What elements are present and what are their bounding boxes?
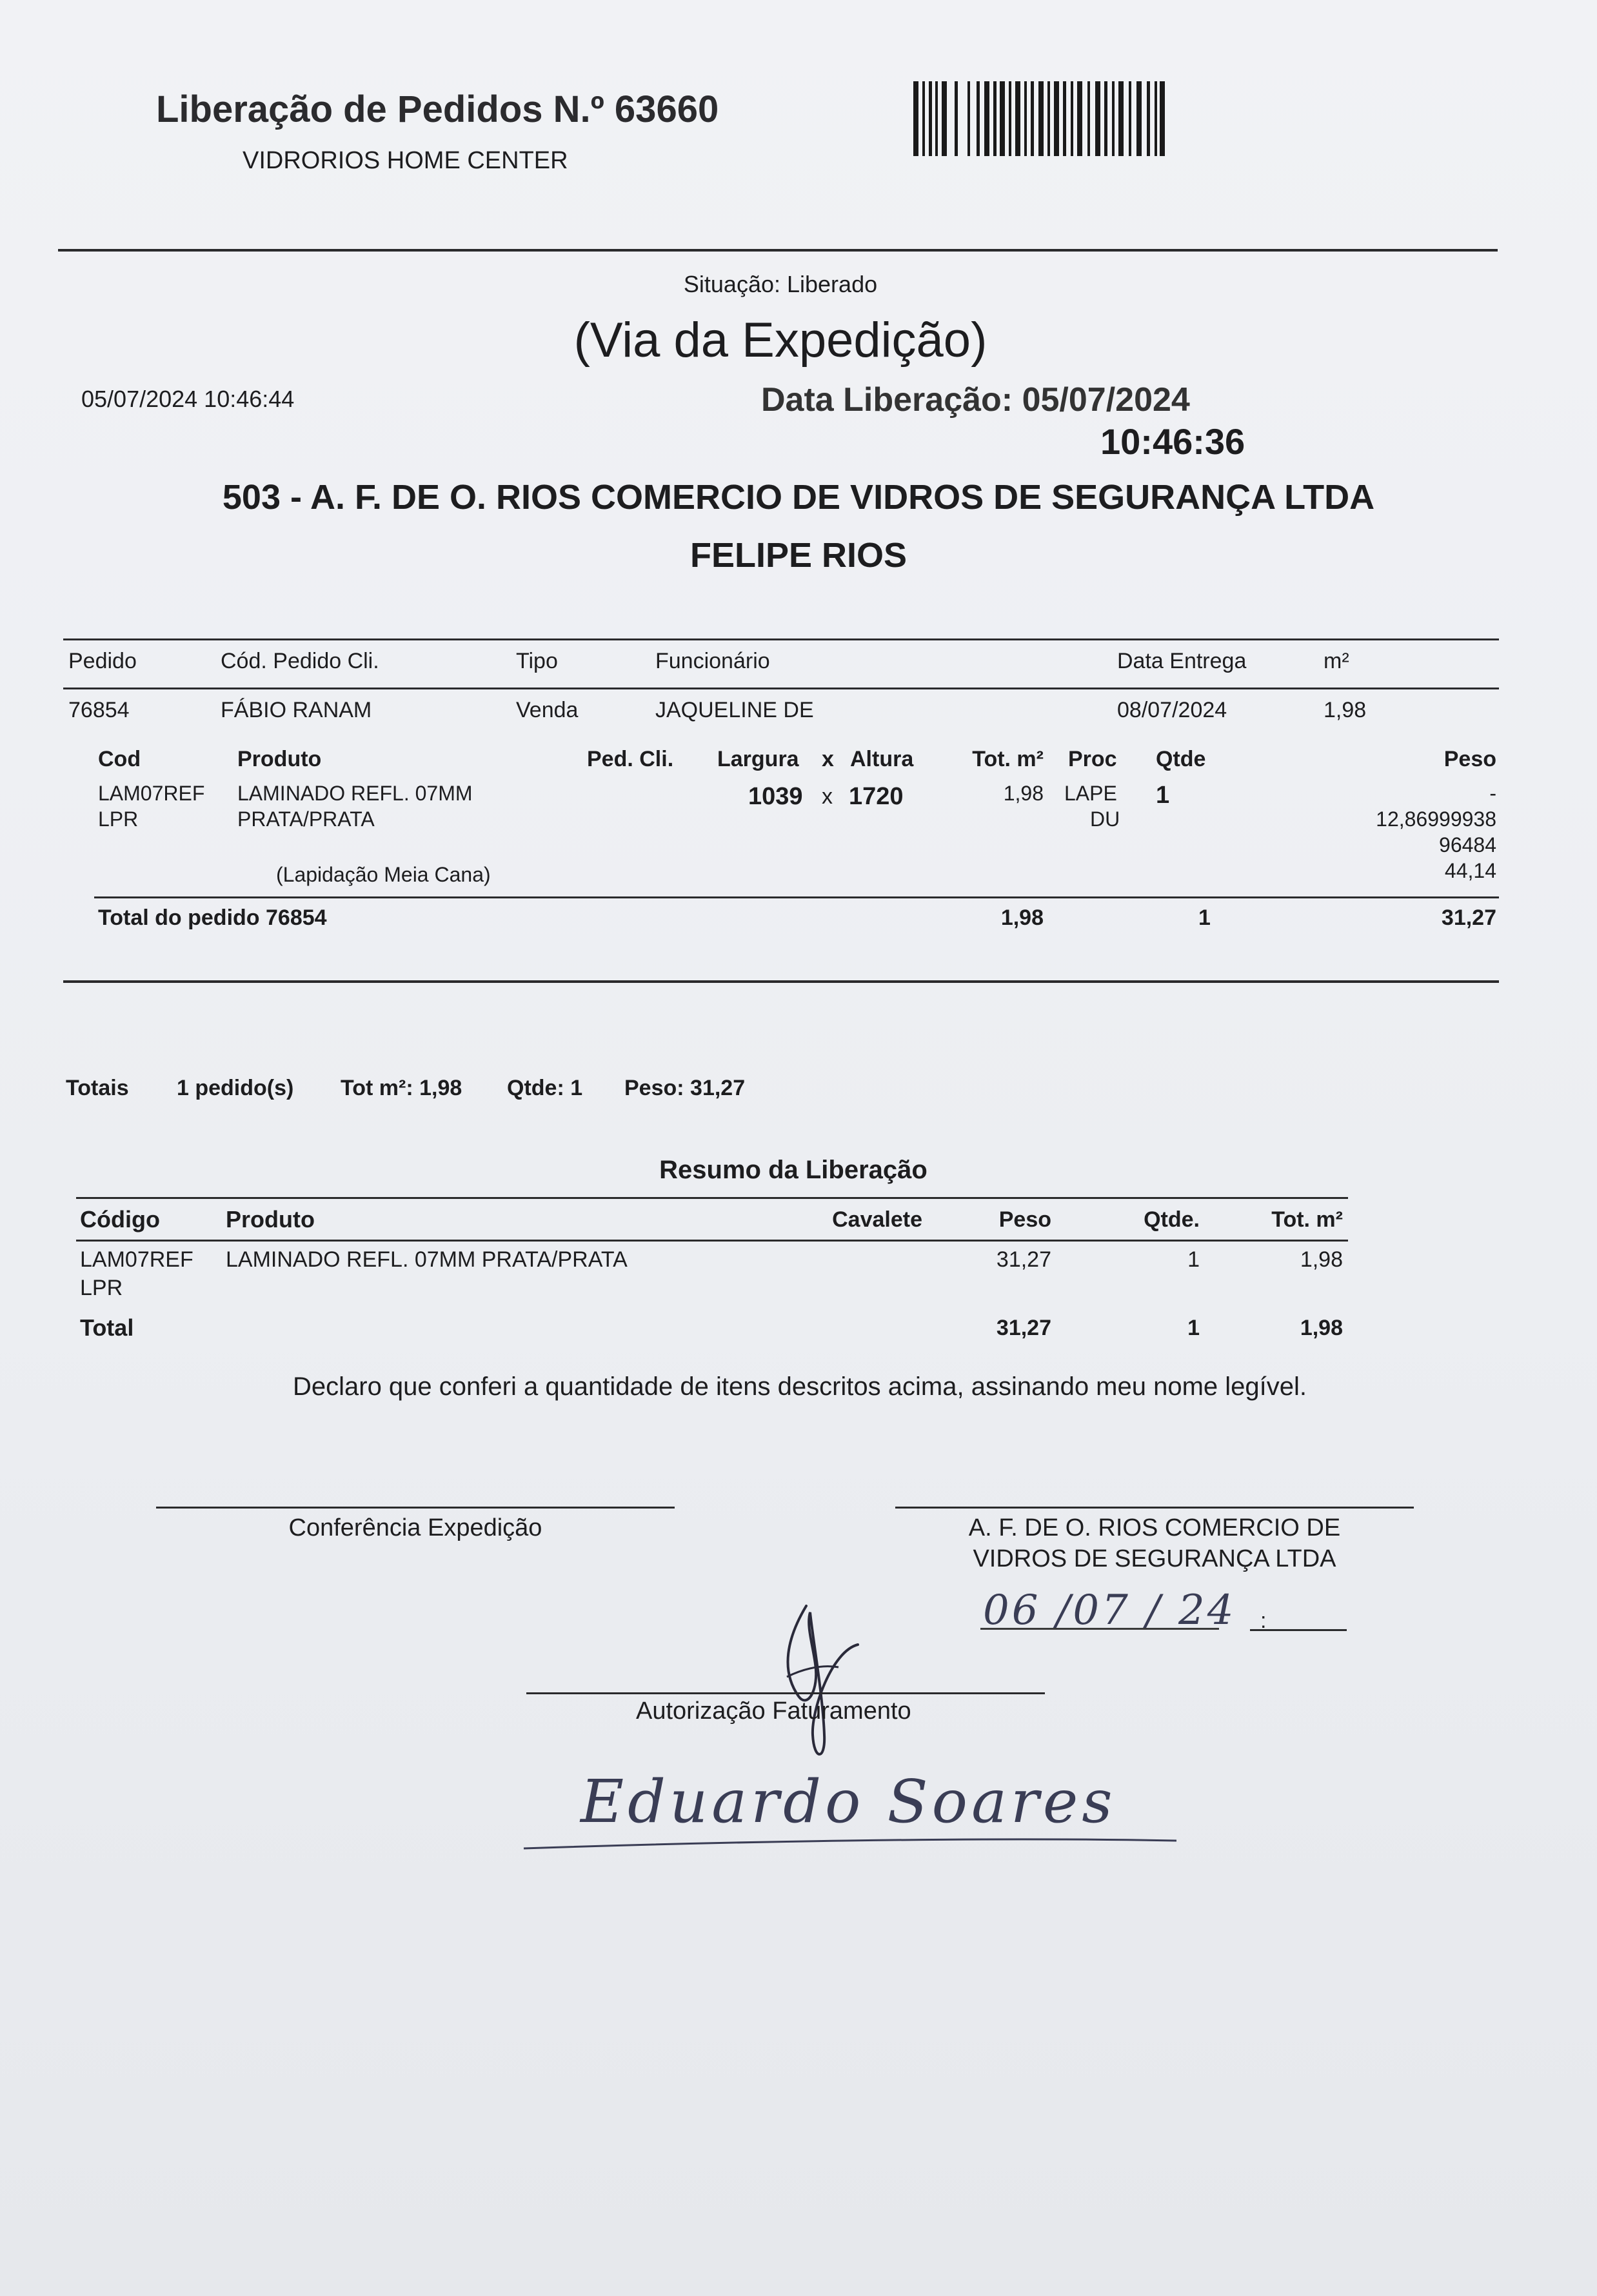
- company-signature-line2: VIDROS DE SEGURANÇA LTDA: [973, 1545, 1336, 1572]
- order-table-top-rule: [63, 638, 1499, 640]
- header-divider: [58, 249, 1498, 252]
- barcode-icon: [913, 81, 1165, 156]
- item-note: (Lapidação Meia Cana): [276, 863, 491, 886]
- resumo-col-peso: Peso: [998, 1207, 1051, 1232]
- signature-line-faturamento: [526, 1692, 1045, 1694]
- item-produto-line2: PRATA/PRATA: [237, 807, 375, 831]
- totais-qtde: Qtde: 1: [507, 1076, 583, 1100]
- signature-line-conferencia: [156, 1507, 675, 1509]
- conferencia-label: Conferência Expedição: [288, 1514, 542, 1541]
- items-col-x: x: [822, 747, 834, 771]
- item-peso-line3: 96484: [1439, 833, 1496, 856]
- items-col-ped-cli: Ped. Cli.: [587, 747, 674, 771]
- resumo-tot-m2: 1,98: [1300, 1247, 1343, 1272]
- item-qtde: 1: [1156, 782, 1170, 809]
- order-pedido: 76854: [68, 698, 130, 722]
- resumo-top-rule: [76, 1197, 1348, 1199]
- items-total-rule: [94, 896, 1499, 898]
- handwritten-date: 06 /07 / 24: [983, 1587, 1236, 1634]
- time-separator: :: [1260, 1608, 1267, 1633]
- resumo-title: Resumo da Liberação: [659, 1156, 927, 1184]
- col-m2: m²: [1324, 649, 1349, 673]
- item-altura: 1720: [849, 783, 904, 810]
- resumo-col-codigo: Código: [80, 1206, 160, 1232]
- items-col-altura: Altura: [850, 747, 914, 771]
- order-total-qtde: 1: [1198, 906, 1211, 930]
- order-m2: 1,98: [1324, 698, 1367, 722]
- item-peso-line4: 44,14: [1444, 859, 1496, 882]
- items-col-peso: Peso: [1443, 747, 1496, 771]
- resumo-produto: LAMINADO REFL. 07MM PRATA/PRATA: [226, 1247, 628, 1272]
- totais-tot-m2: Tot m²: 1,98: [341, 1076, 462, 1100]
- resumo-total-peso: 31,27: [996, 1316, 1051, 1340]
- company-signature-line1: A. F. DE O. RIOS COMERCIO DE: [968, 1514, 1341, 1541]
- items-col-cod: Cod: [98, 747, 141, 771]
- resumo-qtde: 1: [1187, 1247, 1200, 1272]
- resumo-total-tot-m2: 1,98: [1300, 1316, 1343, 1340]
- col-data-entrega: Data Entrega: [1117, 649, 1247, 673]
- order-cod-pedido-cli: FÁBIO RANAM: [221, 698, 372, 722]
- order-total-peso: 31,27: [1441, 906, 1496, 930]
- initials-signature: [761, 1599, 871, 1767]
- autorizacao-label: Autorização Faturamento: [636, 1697, 911, 1725]
- item-peso-line2: 12,86999938: [1376, 807, 1496, 831]
- order-tipo: Venda: [516, 698, 579, 722]
- order-block-bottom-rule: [63, 980, 1499, 983]
- order-table-header-rule: [63, 688, 1499, 689]
- company-name: VIDRORIOS HOME CENTER: [243, 147, 568, 174]
- resumo-total-qtde: 1: [1187, 1316, 1200, 1340]
- name-underline-stroke: [521, 1829, 1179, 1855]
- date-underline: [980, 1628, 1219, 1630]
- items-col-proc: Proc: [1068, 747, 1117, 771]
- item-produto-line1: LAMINADO REFL. 07MM: [237, 782, 473, 805]
- items-col-largura: Largura: [717, 747, 799, 771]
- totais-peso: Peso: 31,27: [624, 1076, 746, 1100]
- resumo-codigo-line1: LAM07REF: [80, 1247, 193, 1272]
- col-cod-pedido-cli: Cód. Pedido Cli.: [221, 649, 379, 673]
- item-tot-m2: 1,98: [1003, 782, 1044, 805]
- order-funcionario: JAQUELINE DE: [655, 698, 814, 722]
- situacao-label: Situação: Liberado: [683, 271, 878, 297]
- declaration-text: Declaro que conferi a quantidade de itens descritos acima, assinando meu nome legível.: [292, 1372, 1307, 1401]
- client-contact: FELIPE RIOS: [689, 536, 908, 575]
- signature-line-company: [895, 1507, 1414, 1509]
- item-proc-line1: LAPE: [1064, 782, 1117, 805]
- item-proc-line2: DU: [1090, 807, 1120, 831]
- order-total-label: Total do pedido 76854: [98, 906, 327, 930]
- items-col-produto: Produto: [237, 747, 322, 771]
- order-total-tot-m2: 1,98: [1000, 906, 1044, 930]
- data-liberacao: Data Liberação: 05/07/2024: [761, 381, 1190, 419]
- item-largura: 1039: [748, 783, 803, 810]
- resumo-col-produto: Produto: [226, 1206, 315, 1232]
- item-cod-line1: LAM07REF: [98, 782, 205, 805]
- document-title: Liberação de Pedidos N.º 63660: [156, 88, 719, 130]
- item-cod-line2: LPR: [98, 807, 139, 831]
- time-minute-line: [1277, 1629, 1347, 1631]
- resumo-col-cavalete: Cavalete: [832, 1207, 922, 1232]
- resumo-col-tot-m2: Tot. m²: [1271, 1207, 1343, 1232]
- totais-label: Totais: [66, 1076, 129, 1100]
- hora-liberacao: 10:46:36: [1100, 421, 1245, 462]
- col-funcionario: Funcionário: [655, 649, 770, 673]
- col-pedido: Pedido: [68, 649, 137, 673]
- item-x: x: [822, 784, 833, 809]
- order-data-entrega: 08/07/2024: [1117, 698, 1227, 722]
- item-peso-line1: -: [1489, 782, 1496, 805]
- via-label: (Via da Expedição): [573, 313, 987, 368]
- resumo-codigo-line2: LPR: [80, 1276, 123, 1300]
- handwritten-name: Eduardo Soares: [580, 1767, 1116, 1836]
- client-name: 503 - A. F. DE O. RIOS COMERCIO DE VIDROS DE SEGURANÇA LTDA: [222, 478, 1375, 517]
- totais-pedidos: 1 pedido(s): [177, 1076, 294, 1100]
- resumo-peso: 31,27: [996, 1247, 1051, 1272]
- items-col-tot-m2: Tot. m²: [972, 747, 1044, 771]
- resumo-total-label: Total: [80, 1314, 134, 1341]
- items-col-qtde: Qtde: [1156, 747, 1206, 771]
- printed-timestamp: 05/07/2024 10:46:44: [81, 386, 295, 412]
- resumo-col-qtde: Qtde.: [1144, 1207, 1200, 1232]
- col-tipo: Tipo: [516, 649, 558, 673]
- resumo-header-rule: [76, 1240, 1348, 1242]
